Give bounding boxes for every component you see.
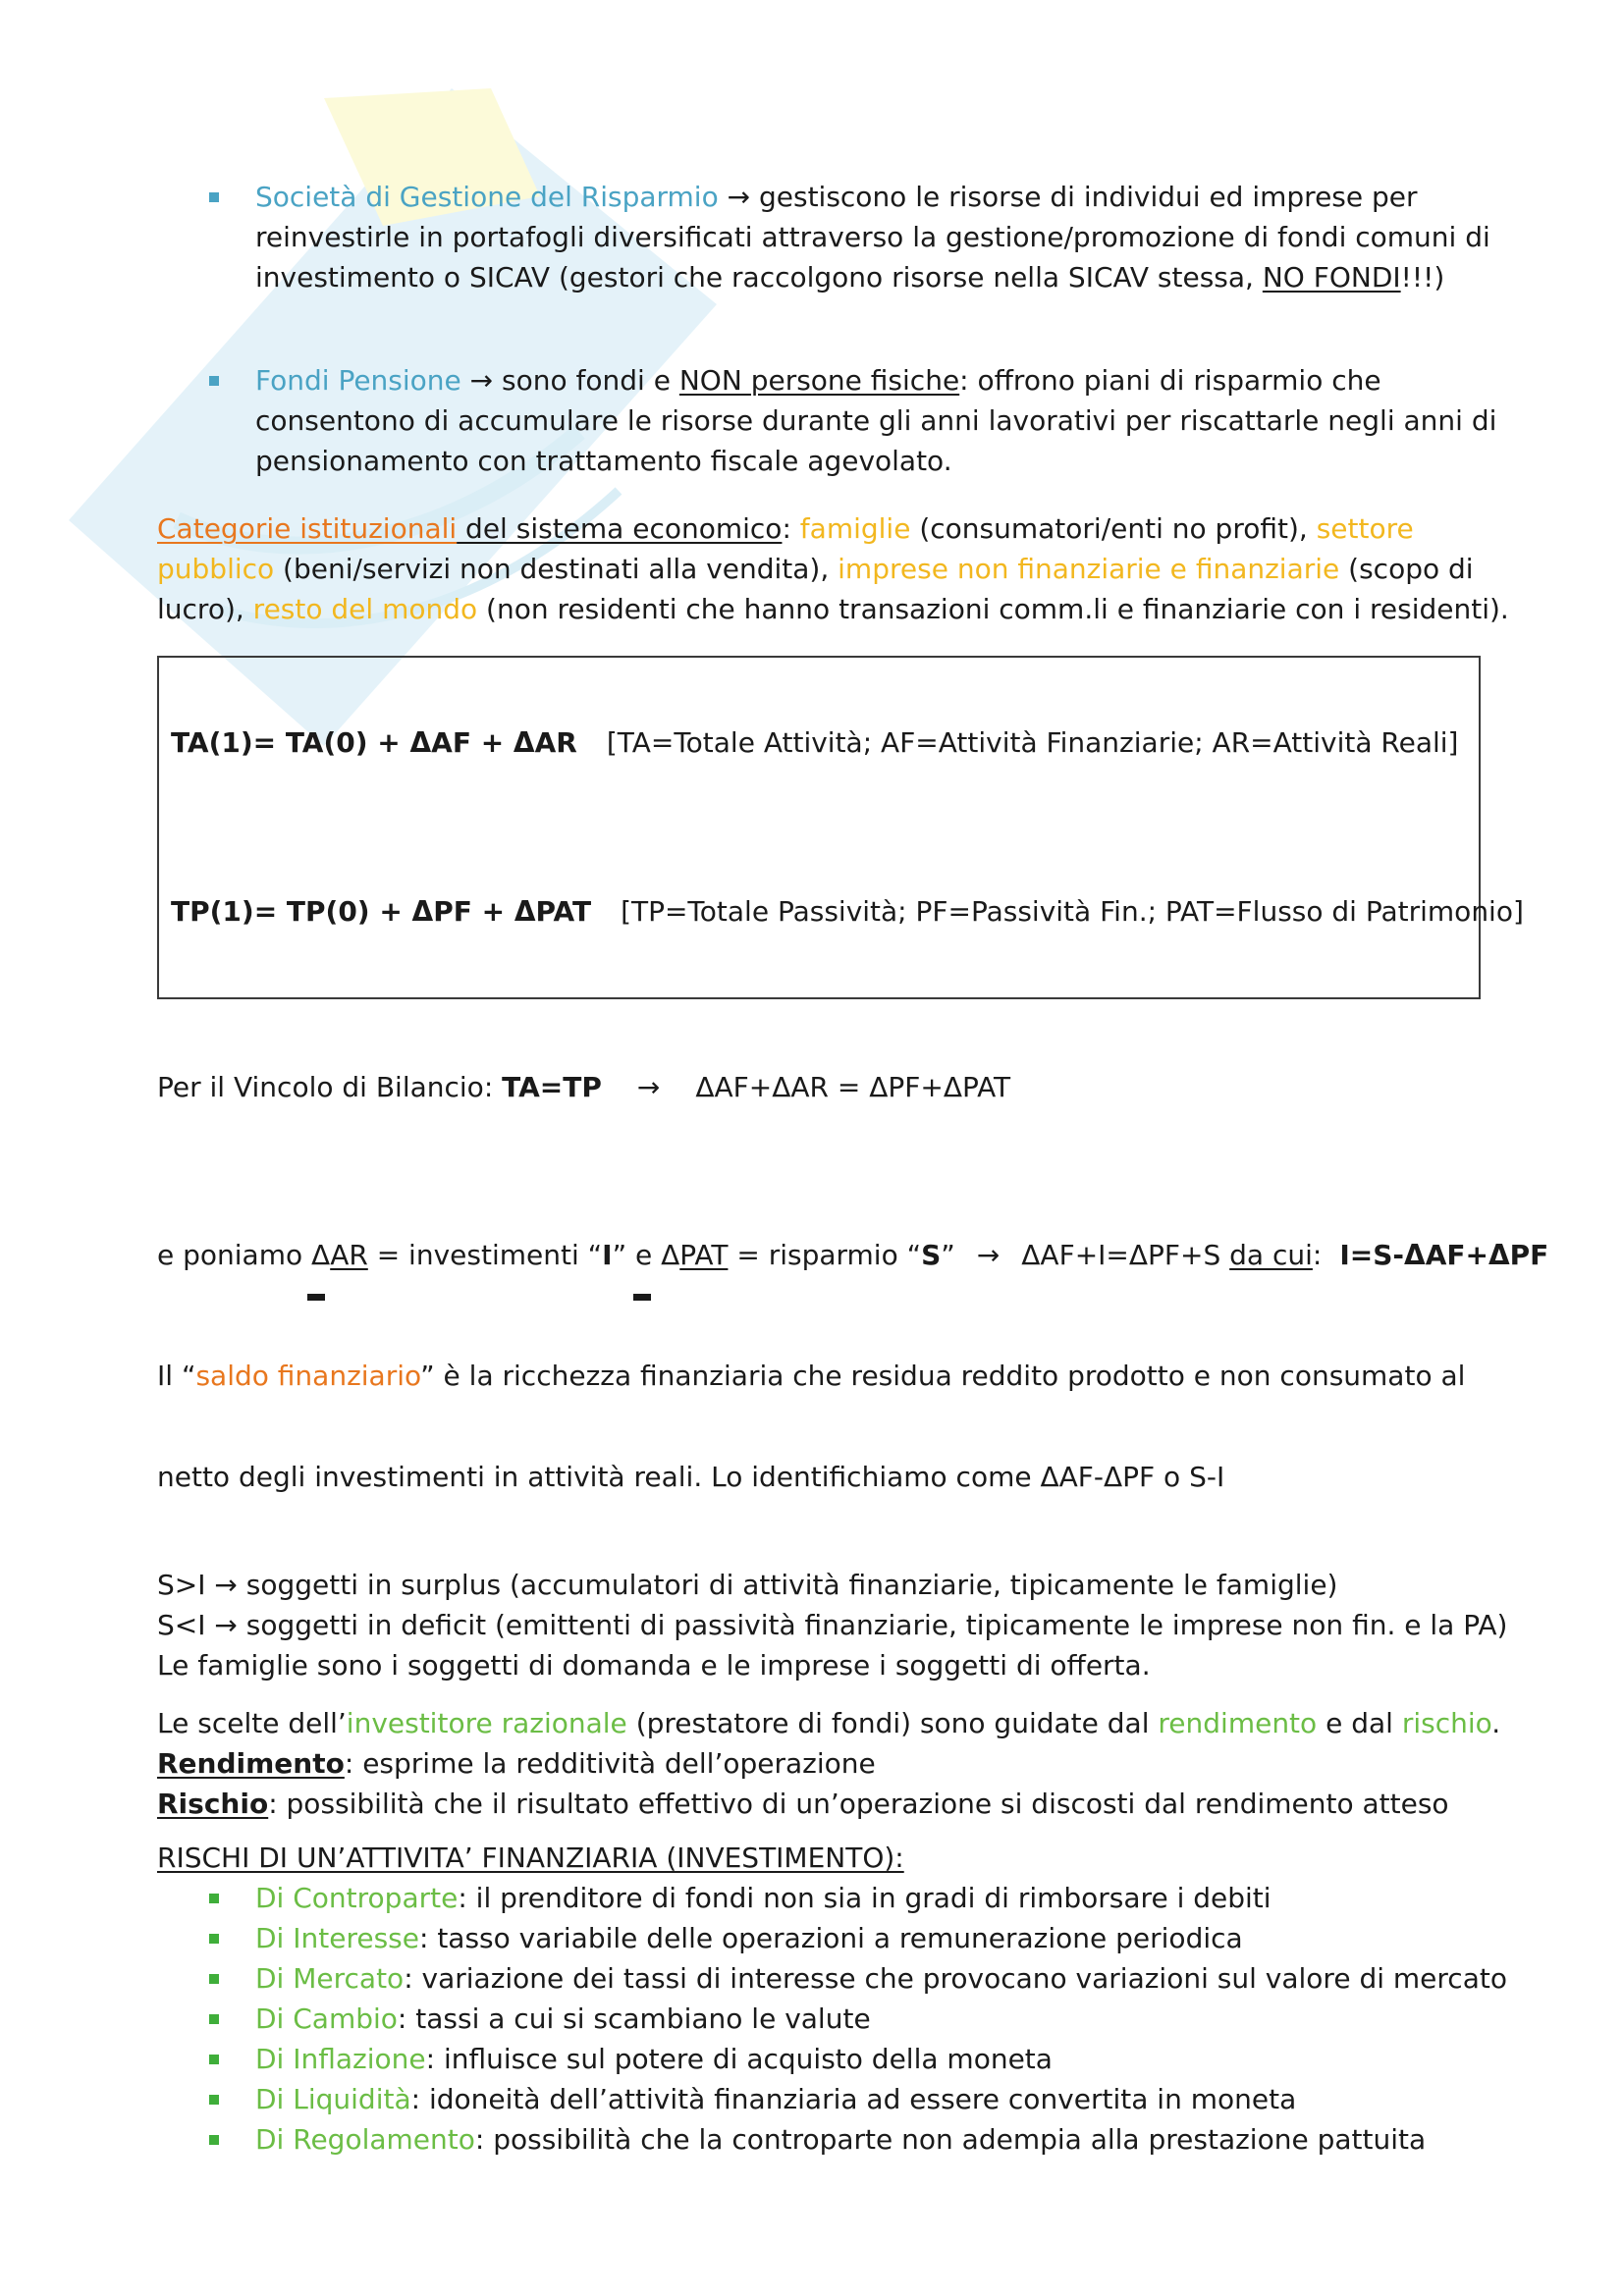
underbar-mark [307,1294,325,1301]
rischi-title: RISCHI DI UN’ATTIVITA’ FINANZIARIA (INVESTIMENTO): [157,1842,904,1874]
formula-passivita: TP(1)= TP(0) + ΔPF + ΔPAT [TP=Totale Passività; PF=Passività Fin.; PAT=Flusso di Patrimonio] [171,895,1524,928]
bullet-square-icon [209,2095,219,2105]
soggetti-block: S>I → soggetti in surplus (accumulatori di attività finanziarie, tipicamente le famiglie) S<I → soggetti in deficit (emittenti di passività finanziarie, tipicamente le imprese non fin. e la PA) Le famiglie sono i soggetti di domanda e le imprese i soggetti di offerta. [157,1569,1508,1682]
categorie-paragraph: Categorie istituzionali del sistema economico: famiglie (consumatori/enti no profit), settore pubblico (beni/servizi non destinati alla vendita), imprese non finanziarie e finanziarie (scopo di lucro), resto del mondo (non residenti che hanno transazioni comm.li e finanziarie con i residenti). [157,512,1509,625]
rischio-item: Di Cambio: tassi a cui si scambiano le valute [255,2002,871,2035]
scelte-line: Le scelte dell’investitore razionale (prestatore di fondi) sono guidate dal rendimento e dal rischio. Rendimento: esprime la redditività dell’operazione Rischio: possibilità che il risultato effettivo di un’operazione si discosti dal rendimento atteso [157,1707,1501,1820]
bullet-square-icon [209,1974,219,1984]
underbar-mark [633,1294,651,1301]
rischio-item: Di Mercato: variazione dei tassi di interesse che provocano variazioni sul valore di mercato [255,1962,1507,1995]
vincolo-line: Per il Vincolo di Bilancio: TA=TP → ΔAF+ΔAR = ΔPF+ΔPAT [157,1071,1011,1103]
saldo-line-2: netto degli investimenti in attività reali. Lo identifichiamo come ΔAF-ΔPF o S-I [157,1461,1225,1493]
term-sgr: Società di Gestione del Risparmio [255,181,719,213]
rischio-item: Di Interesse: tasso variabile delle operazioni a remunerazione periodica [255,1922,1243,1954]
bullet-square-icon [209,192,219,202]
formula-box [157,656,1524,999]
bullet-square-icon [209,376,219,386]
rischio-item: Di Inflazione: influisce sul potere di acquisto della moneta [255,2043,1053,2075]
rischio-item: Di Liquidità: idoneità dell’attività finanziaria ad essere convertita in moneta [255,2083,1297,2115]
term-fondi-pensione: Fondi Pensione [255,364,461,397]
bullet-square-icon [209,2055,219,2064]
formula-attivita: TA(1)= TA(0) + ΔAF + ΔAR [TA=Totale Attività; AF=Attività Finanziarie; AR=Attività Reali] [171,726,1459,759]
poniamo-line: e poniamo ΔAR = investimenti “I” e ΔPAT = risparmio “S” → ΔAF+I=ΔPF+S da cui: I=S-ΔAF+ΔPF [157,1239,1549,1271]
bullet-sgr: Società di Gestione del Risparmio → gestiscono le risorse di individui ed imprese per reinvestirle in portafogli diversificati attraverso la gestione/promozione di fondi comuni di investimento o SICAV (gestori che raccolgono risorse nella SICAV stessa, NO FONDI!!!) [255,181,1490,294]
bullet-square-icon [209,2014,219,2024]
saldo-line-1: Il “saldo finanziario” è la ricchezza finanziaria che residua reddito prodotto e non consumato al [157,1360,1466,1392]
bullet-square-icon [209,1934,219,1944]
bullet-square-icon [209,1894,219,1903]
bullet-fondi-pensione: Fondi Pensione → sono fondi e NON persone fisiche: offrono piani di risparmio che consentono di accumulare le risorse durante gli anni lavorativi per riscattarle negli anni di pensionamento con trattamento fiscale agevolato. [255,364,1497,477]
rischio-item: Di Regolamento: possibilità che la controparte non adempia alla prestazione pattuita [255,2123,1427,2156]
rischio-item: Di Controparte: il prenditore di fondi non sia in gradi di rimborsare i debiti [255,1882,1271,1914]
bullet-square-icon [209,2135,219,2145]
